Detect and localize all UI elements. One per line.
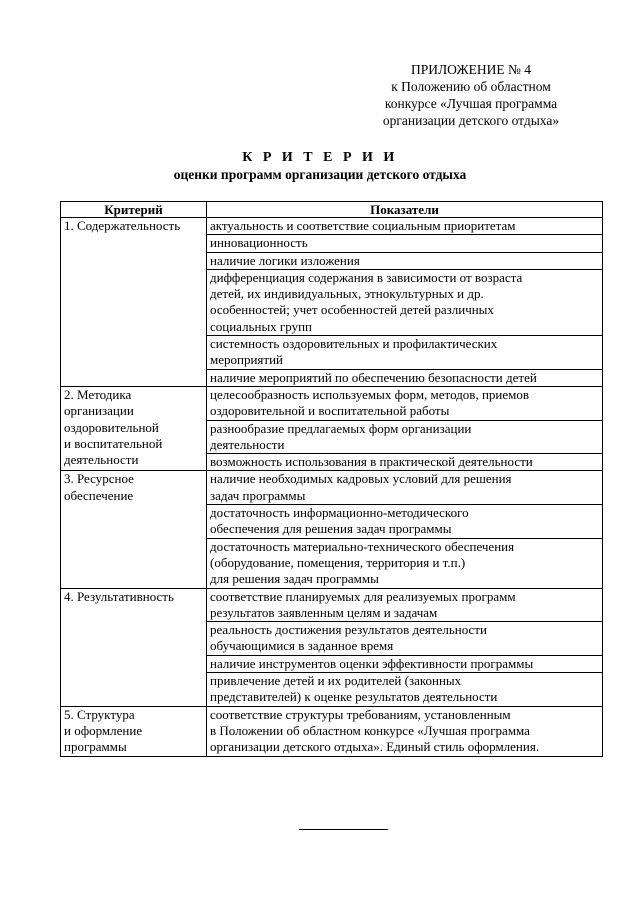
indicator-cell: реальность достижения результатов деятельности обучающимися в заданное время bbox=[207, 622, 603, 656]
indicator-cell: целесообразность используемых форм, методов, приемов оздоровительной и воспитательной работы bbox=[207, 386, 603, 420]
table-row bbox=[61, 588, 603, 622]
appendix-line: ПРИЛОЖЕНИЕ № 4 bbox=[410, 62, 532, 77]
indicator-cell: наличие инструментов оценки эффективности программы bbox=[207, 655, 603, 672]
criterion-cell: 1. Содержательность bbox=[61, 218, 207, 387]
appendix-line: организации детского отдыха» bbox=[382, 113, 560, 128]
indicator-cell: дифференциация содержания в зависимости от возраста детей, их индивидуальных, этнокультурных и др. особенностей; учет особенностей детей различных социальных групп bbox=[207, 269, 603, 335]
document-subtitle: оценки программ организации детского отдыха bbox=[173, 167, 467, 182]
table-row bbox=[61, 706, 603, 756]
indicator-cell: системность оздоровительных и профилактических мероприятий bbox=[207, 336, 603, 370]
indicator-cell: наличие необходимых кадровых условий для решения задач программы bbox=[207, 471, 603, 505]
header-criterion: Критерий bbox=[61, 202, 207, 218]
criteria-table bbox=[60, 201, 603, 757]
indicator-cell: привлечение детей и их родителей (законных представителей) к оценке результатов деятельности bbox=[207, 673, 603, 707]
table-header-row bbox=[61, 202, 603, 218]
indicator-cell: достаточность информационно-методического обеспечения для решения задач программы bbox=[207, 505, 603, 539]
indicator-cell: актуальность и соответствие социальным приоритетам bbox=[207, 218, 603, 235]
table-row bbox=[61, 218, 603, 235]
indicator-cell: инновационность bbox=[207, 235, 603, 252]
table-row bbox=[61, 471, 603, 505]
indicator-cell: достаточность материально-технического обеспечения (оборудование, помещения, территория и т.п.) для решения задач программы bbox=[207, 538, 603, 588]
criterion-cell: 2. Методика организации оздоровительной и воспитательной деятельности bbox=[61, 386, 207, 470]
indicator-cell: наличие мероприятий по обеспечению безопасности детей bbox=[207, 369, 603, 386]
criterion-cell: 3. Ресурсное обеспечение bbox=[61, 471, 207, 588]
indicator-cell: соответствие структуры требованиям, установленным в Положении об областном конкурсе «Лучшая программа организации детского отдыха». Единый стиль оформления. bbox=[207, 706, 603, 756]
footer-divider bbox=[299, 829, 388, 830]
appendix-line: к Положению об областном bbox=[391, 79, 551, 94]
appendix-line: конкурсе «Лучшая программа bbox=[384, 96, 558, 111]
table-row bbox=[61, 386, 603, 420]
indicator-cell: разнообразие предлагаемых форм организации деятельности bbox=[207, 420, 603, 454]
criterion-cell: 5. Структура и оформление программы bbox=[61, 706, 207, 756]
criterion-cell: 4. Результативность bbox=[61, 588, 207, 706]
appendix-block bbox=[340, 61, 602, 129]
indicator-cell: наличие логики изложения bbox=[207, 252, 603, 269]
document-title: К Р И Т Е Р И И bbox=[242, 150, 398, 165]
header-indicators: Показатели bbox=[207, 202, 603, 218]
indicator-cell: возможность использования в практической деятельности bbox=[207, 454, 603, 471]
indicator-cell: соответствие планируемых для реализуемых программ результатов заявленным целям и задачам bbox=[207, 588, 603, 622]
